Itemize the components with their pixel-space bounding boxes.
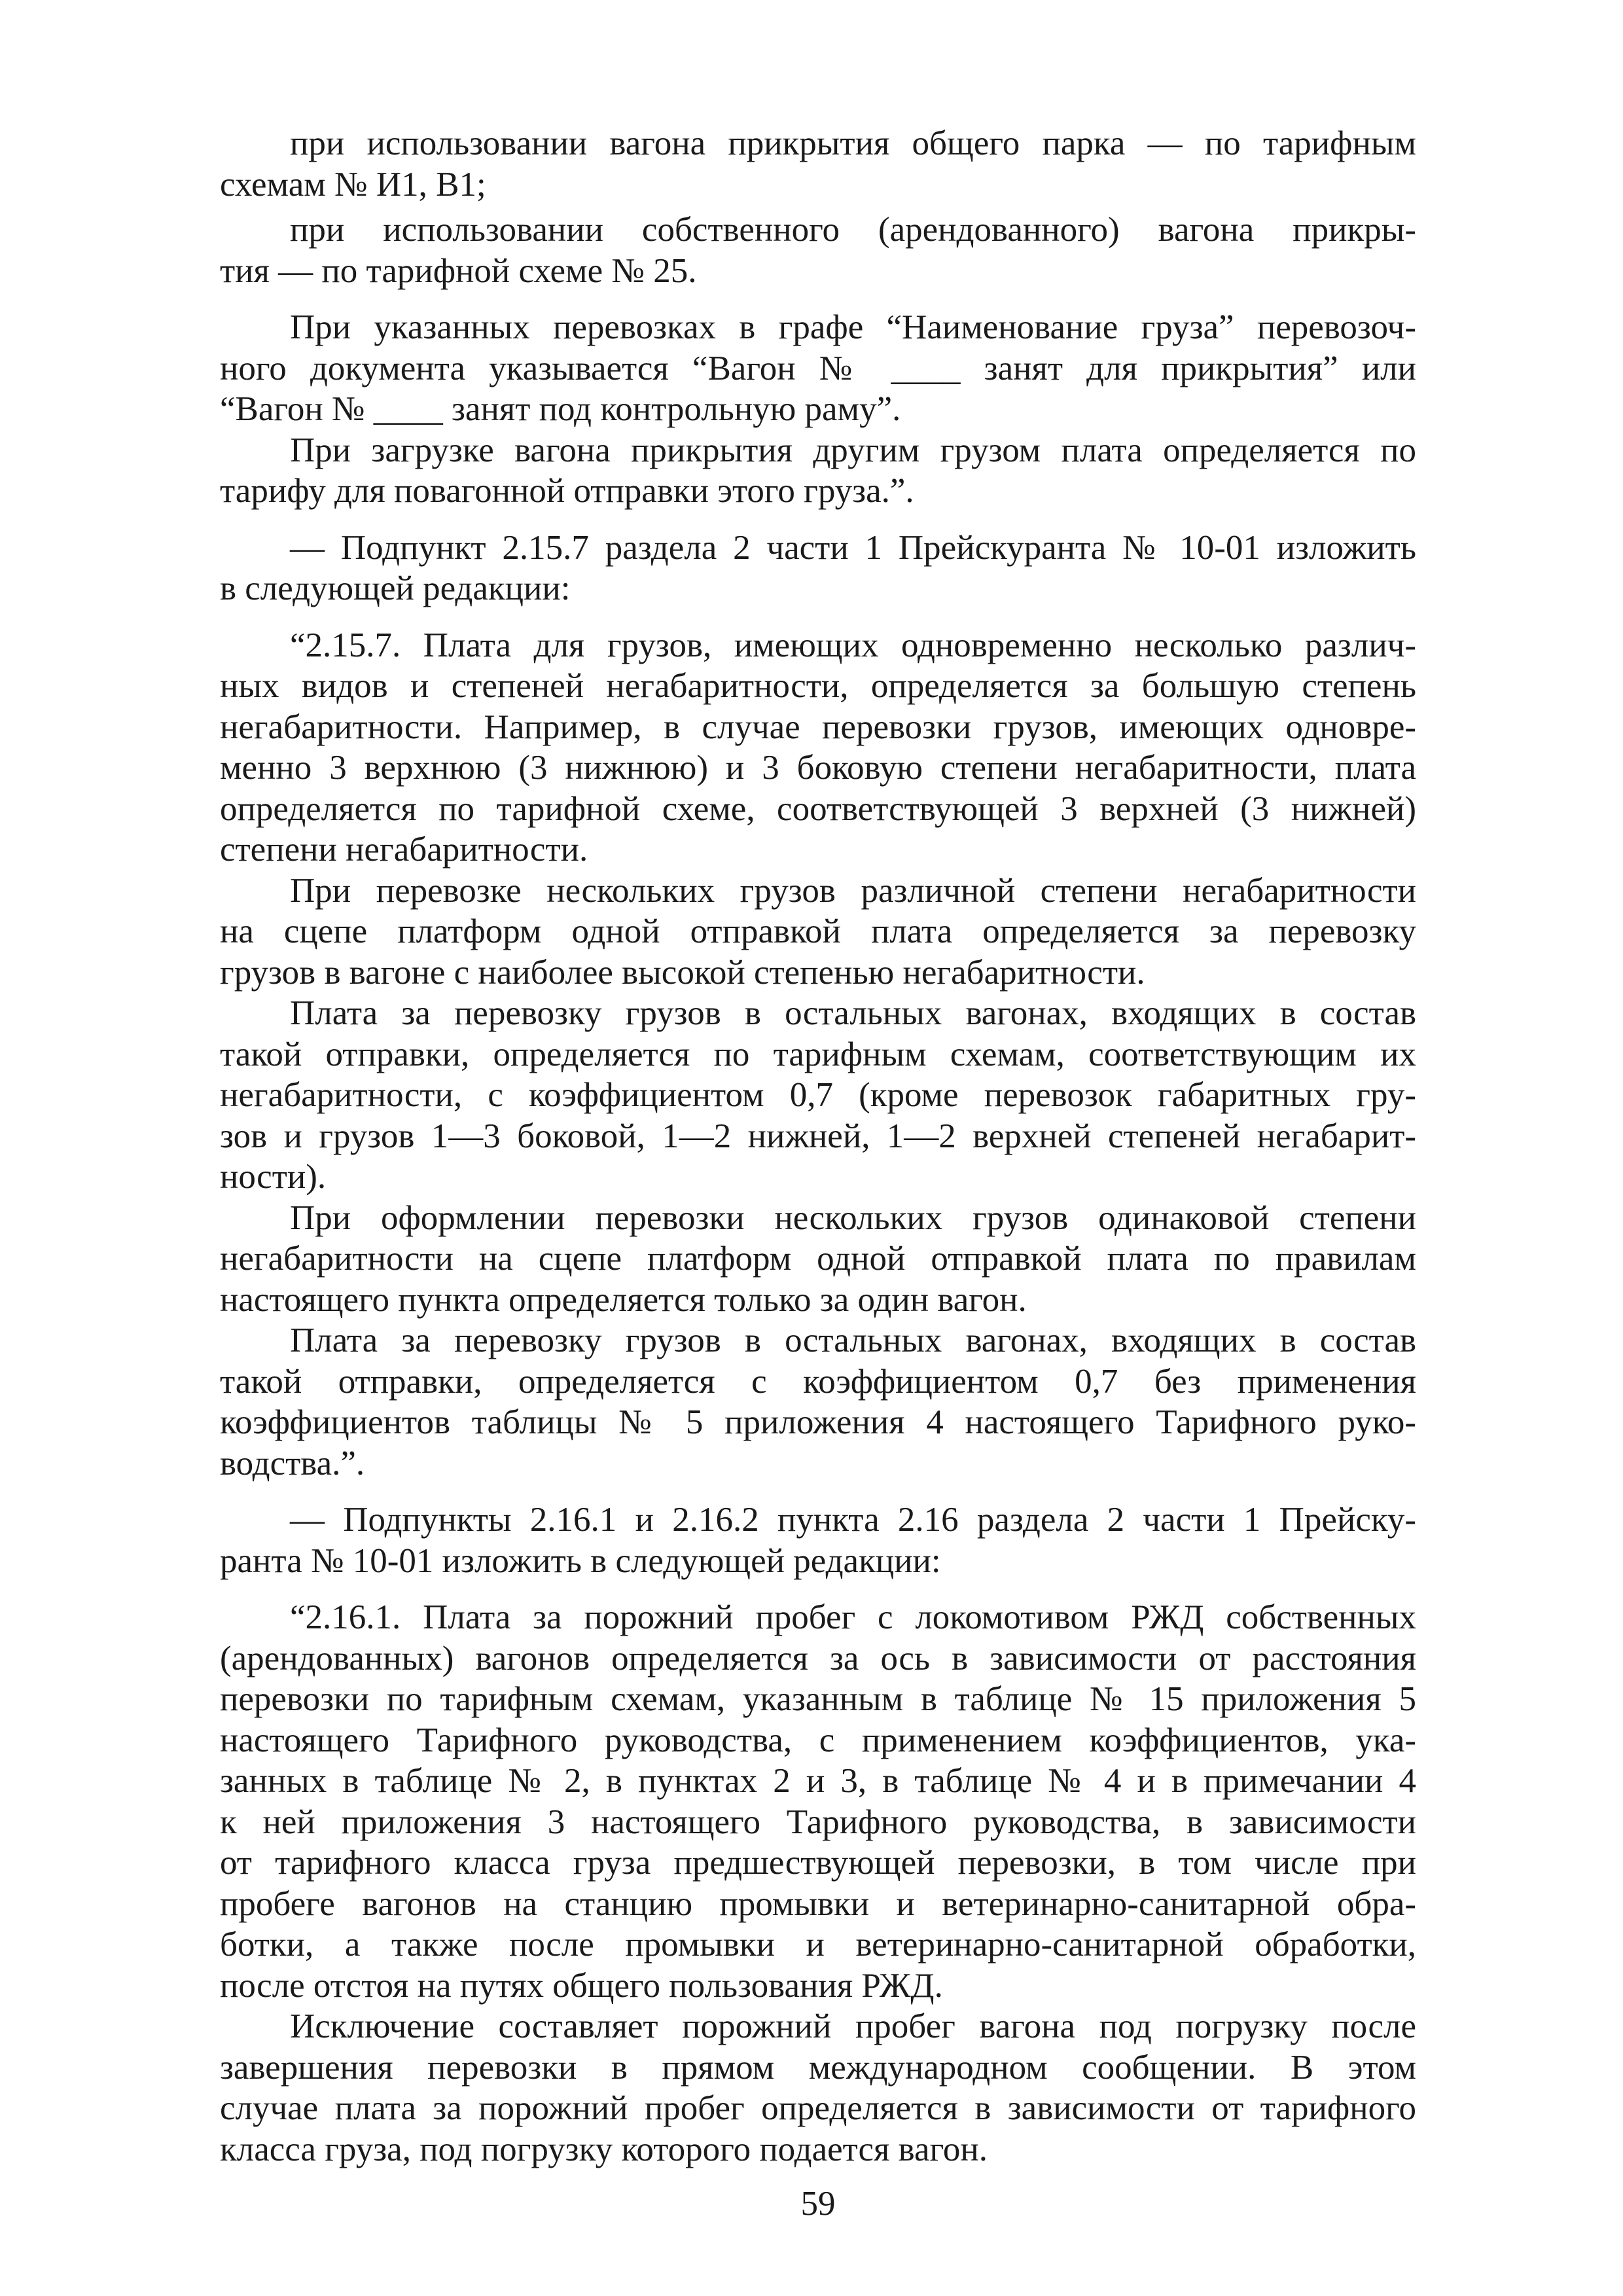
text-line: Плата за перевозку грузов в остальных вагонах, входящих в состав xyxy=(290,994,1416,1032)
text-line: ного документа указывается “Вагон № ____ занят для прикрытия” или xyxy=(220,349,1416,387)
text-line: при использовании собственного (арендованного) вагона прикры- xyxy=(290,211,1416,249)
text-line: Плата за перевозку грузов в остальных вагонах, входящих в состав xyxy=(290,1321,1416,1359)
paragraph-other-wagons-no-table-5 xyxy=(220,1320,1416,1484)
paragraph-several-cargo-different-degree xyxy=(220,870,1416,994)
text-line: негабаритности на сцепе платформ одной отправкой плата по правилам xyxy=(220,1240,1416,1278)
text-line: “2.15.7. Плата для грузов, имеющих одновременно несколько различ- xyxy=(290,626,1416,664)
text-line: водства.”. xyxy=(220,1444,365,1482)
text-line: схемам № И1, В1; xyxy=(220,165,486,204)
text-line: При перевозке нескольких грузов различной степени негабаритности xyxy=(290,871,1416,910)
page-number: 59 xyxy=(800,2185,836,2223)
paragraph-2-15-7-text xyxy=(220,625,1416,870)
text-line: степени негабаритности. xyxy=(220,831,588,869)
paragraph-other-cargo-loading xyxy=(220,430,1416,512)
text-line: после отстоя на путях общего пользования РЖД. xyxy=(220,1966,943,2005)
paragraph-wagon-own xyxy=(220,209,1416,291)
text-line: на сцепе платформ одной отправкой плата определяется за перевозку xyxy=(220,912,1416,950)
text-line: в следующей редакции: xyxy=(220,569,571,607)
text-line: настоящего Тарифного руководства, с применением коэффициентов, ука- xyxy=(220,1721,1416,1759)
text-line: — Подпункт 2.15.7 раздела 2 части 1 Прейскуранта № 10-01 изложить xyxy=(290,528,1416,567)
text-line: менно 3 верхнюю (3 нижнюю) и 3 боковую степени негабаритности, плата xyxy=(220,749,1416,787)
text-line: определяется по тарифной схеме, соответствующей 3 верхней (3 нижней) xyxy=(220,789,1416,828)
text-line: ности). xyxy=(220,1158,327,1196)
text-line: “2.16.1. Плата за порожний пробег с локомотивом РЖД собственных xyxy=(290,1598,1416,1636)
text-line: Исключение составляет порожний пробег вагона под погрузку после xyxy=(290,2007,1416,2045)
text-line: — Подпункты 2.16.1 и 2.16.2 пункта 2.16 раздела 2 части 1 Прейску- xyxy=(290,1501,1416,1539)
text-line: (арендованных) вагонов определяется за ось в зависимости от расстояния xyxy=(220,1639,1416,1677)
text-line: такой отправки, определяется по тарифным схемам, соответствующим их xyxy=(220,1035,1416,1073)
document-page xyxy=(220,123,1416,2257)
text-line: ранта № 10-01 изложить в следующей редакции: xyxy=(220,1541,941,1580)
text-line: занных в таблице № 2, в пунктах 2 и 3, в таблице № 4 и в примечании 4 xyxy=(220,1762,1416,1800)
text-line: настоящего пункта определяется только за один вагон. xyxy=(220,1280,1027,1319)
text-line: негабаритности. Например, в случае перевозки грузов, имеющих одновре- xyxy=(220,708,1416,746)
text-line: негабаритности, с коэффициентом 0,7 (кроме перевозок габаритных гру- xyxy=(220,1076,1416,1114)
text-line: тия — по тарифной схеме № 25. xyxy=(220,251,697,290)
paragraph-2-16-1-text xyxy=(220,1597,1416,2006)
text-line: При указанных перевозках в графе “Наименование груза” перевозоч- xyxy=(290,308,1416,346)
paragraph-wagon-common-park xyxy=(220,123,1416,205)
text-line: завершения перевозки в прямом международном сообщении. В этом xyxy=(220,2048,1416,2087)
text-line: При загрузке вагона прикрытия другим грузом плата определяется по xyxy=(290,431,1416,469)
paragraph-subpoint-2-15-7 xyxy=(220,528,1416,609)
text-line: коэффициентов таблицы № 5 приложения 4 настоящего Тарифного руко- xyxy=(220,1403,1416,1441)
text-line: грузов в вагоне с наиболее высокой степенью негабаритности. xyxy=(220,953,1145,992)
text-line: перевозки по тарифным схемам, указанным в таблице № 15 приложения 5 xyxy=(220,1680,1416,1718)
text-line: класса груза, под погрузку которого подается вагон. xyxy=(220,2130,988,2168)
paragraph-several-cargo-same-degree xyxy=(220,1198,1416,1321)
text-line: от тарифного класса груза предшествующей перевозки, в том числе при xyxy=(220,1844,1416,1882)
text-line: При оформлении перевозки нескольких грузов одинаковой степени xyxy=(290,1198,1416,1237)
text-line: зов и грузов 1—3 боковой, 1—2 нижней, 1—2 верхней степеней негабарит- xyxy=(220,1117,1416,1155)
paragraph-cargo-name-note xyxy=(220,307,1416,430)
text-line: пробеге вагонов на станцию промывки и ветеринарно-санитарной обра- xyxy=(220,1884,1416,1923)
text-line: ных видов и степеней негабаритности, определяется за большую степень xyxy=(220,667,1416,705)
text-line: при использовании вагона прикрытия общего парка — по тарифным xyxy=(290,124,1416,162)
text-line: тарифу для повагонной отправки этого груза.”. xyxy=(220,472,914,510)
paragraph-other-wagons-coefficient xyxy=(220,993,1416,1198)
paragraph-subpoints-2-16 xyxy=(220,1499,1416,1581)
text-line: случае плата за порожний пробег определяется в зависимости от тарифного xyxy=(220,2089,1416,2127)
text-line: к ней приложения 3 настоящего Тарифного руководства, в зависимости xyxy=(220,1803,1416,1841)
text-line: ботки, а также после промывки и ветеринарно-санитарной обработки, xyxy=(220,1926,1416,1964)
text-line: такой отправки, определяется с коэффициентом 0,7 без применения xyxy=(220,1362,1416,1401)
paragraph-exception-international xyxy=(220,2006,1416,2170)
text-line: “Вагон № ____ занят под контрольную раму”. xyxy=(220,390,901,428)
